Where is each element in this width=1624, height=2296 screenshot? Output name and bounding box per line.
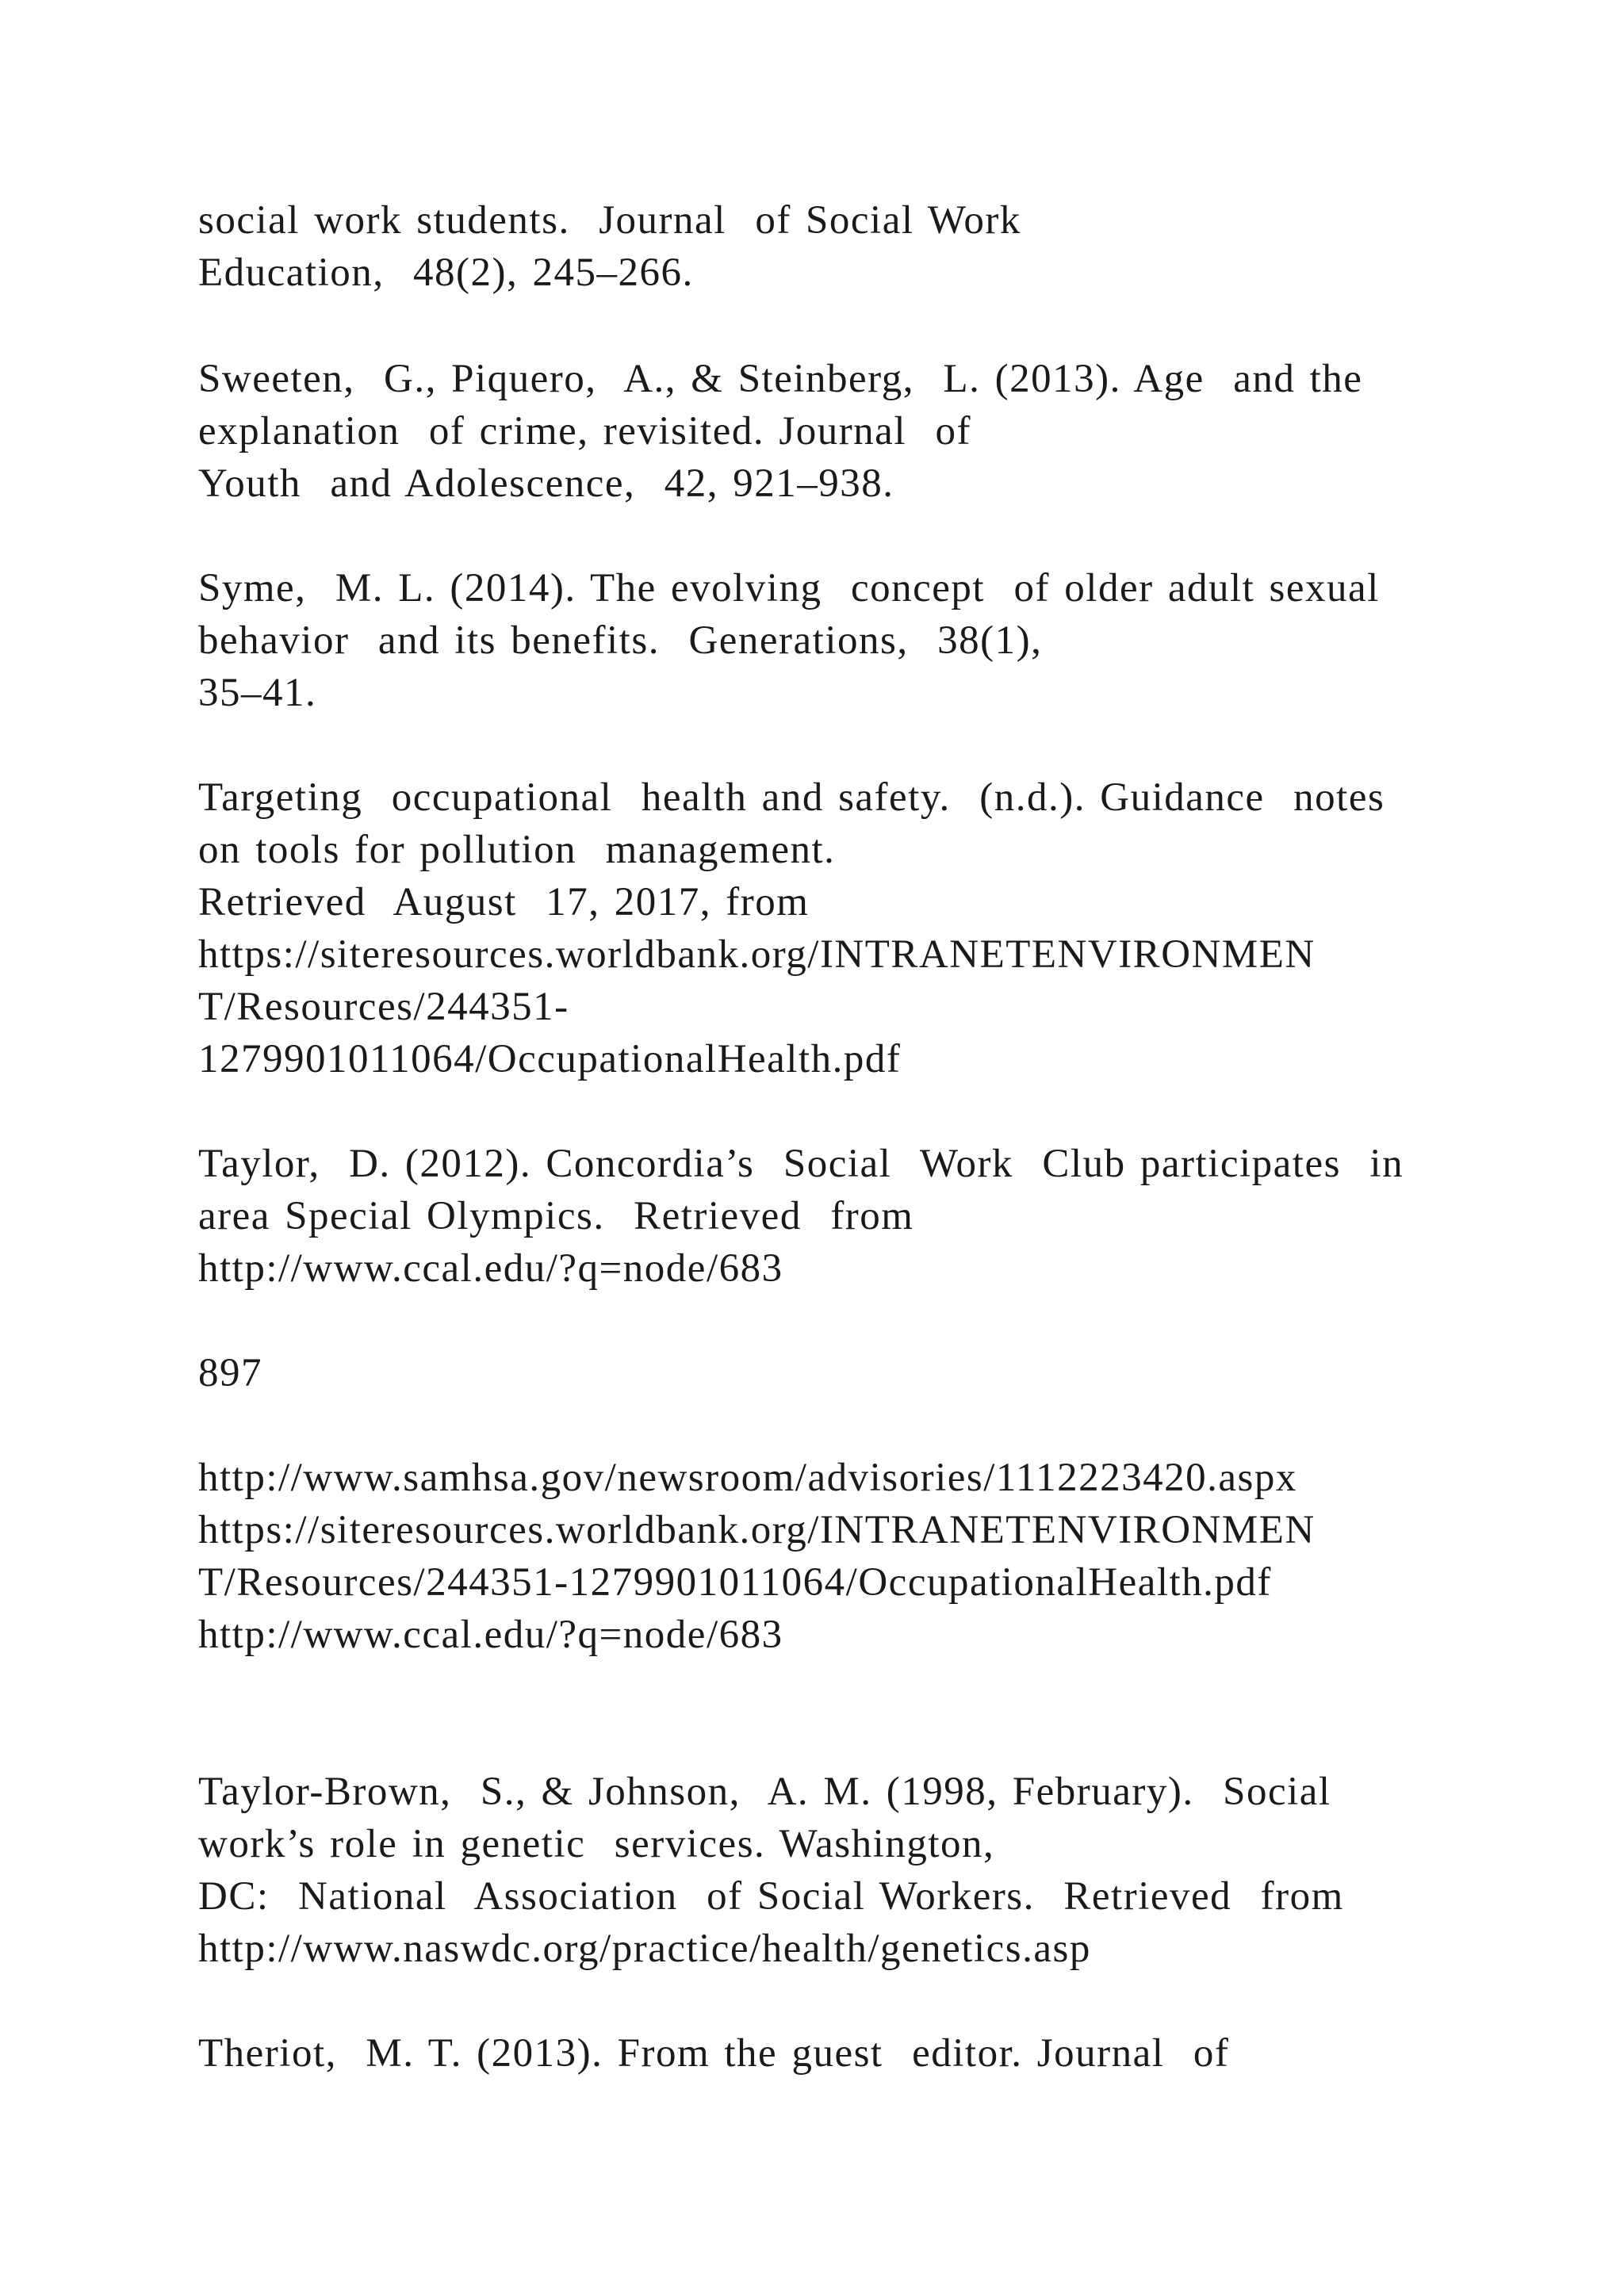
page-number: 897	[198, 1351, 262, 1395]
text-line: http://www.ccal.edu/?q=node/683	[198, 1613, 783, 1657]
text-line: http://www.naswdc.org/practice/health/genetics.asp	[198, 1927, 1091, 1971]
text-line: work’s role in genetic services. Washington,	[198, 1822, 995, 1866]
text-line: area Special Olympics. Retrieved from	[198, 1194, 914, 1238]
text-line: social work students. Journal of Social Work	[198, 198, 1021, 243]
text-line: Sweeten, G., Piquero, A., & Steinberg, L. (2013). Age and the	[198, 357, 1363, 401]
text-line: https://siteresources.worldbank.org/INTRANETENVIRONMEN	[198, 932, 1316, 977]
text-line: Education, 48(2), 245–266.	[198, 251, 694, 295]
text-line: Syme, M. L. (2014). The evolving concept of older adult sexual	[198, 566, 1380, 610]
text-line: DC: National Association of Social Workers. Retrieved from	[198, 1874, 1344, 1919]
text-line: http://www.ccal.edu/?q=node/683	[198, 1246, 783, 1291]
text-line: Taylor, D. (2012). Concordia’s Social Work Club participates in	[198, 1142, 1404, 1186]
text-line: T/Resources/244351-1279901011064/OccupationalHealth.pdf	[198, 1560, 1272, 1605]
text-line: Retrieved August 17, 2017, from	[198, 880, 810, 924]
text-line: Targeting occupational health and safety. (n.d.). Guidance notes	[198, 775, 1385, 820]
text-line: on tools for pollution management.	[198, 828, 836, 872]
text-line: behavior and its benefits. Generations, 38(1),	[198, 618, 1043, 663]
text-line: Theriot, M. T. (2013). From the guest editor. Journal of	[198, 2031, 1230, 2076]
text-line: http://www.samhsa.gov/newsroom/advisories/1112223420.aspx	[198, 1456, 1297, 1500]
text-line: 1279901011064/OccupationalHealth.pdf	[198, 1037, 902, 1081]
text-line: https://siteresources.worldbank.org/INTRANETENVIRONMEN	[198, 1508, 1316, 1552]
text-line: 35–41.	[198, 671, 317, 715]
text-line: explanation of crime, revisited. Journal of	[198, 409, 971, 453]
text-line: Youth and Adolescence, 42, 921–938.	[198, 461, 894, 506]
text-line: T/Resources/244351-	[198, 985, 569, 1029]
text-line: Taylor-Brown, S., & Johnson, A. M. (1998, February). Social	[198, 1770, 1331, 1814]
